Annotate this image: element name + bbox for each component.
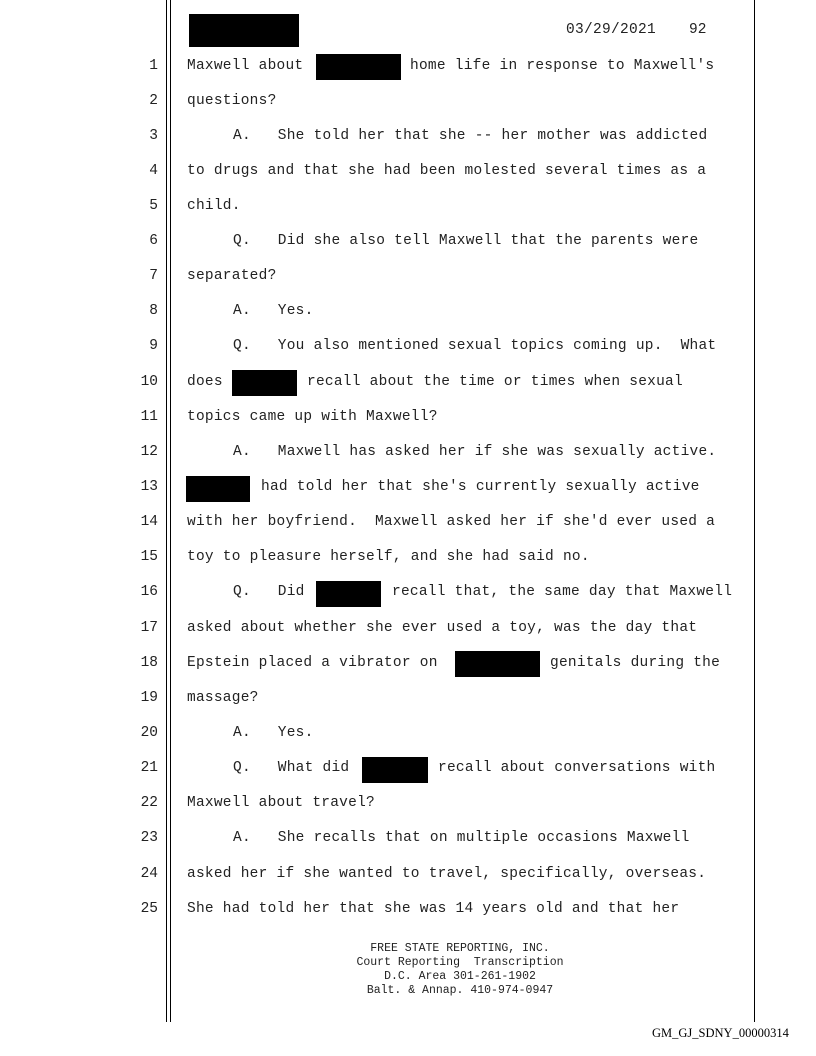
transcript-text: does [187,374,223,390]
footer-service: Court Reporting Transcription [356,956,564,969]
transcript-text: topics came up with Maxwell? [187,409,438,425]
redaction-box [316,54,401,80]
transcript-text: child. [187,198,241,214]
transcript-text: Q. What did [233,760,350,776]
line-number: 14 [140,514,158,530]
reporter-footer [300,942,620,998]
line-number: 8 [149,303,158,319]
header-page-number: 92 [689,22,707,38]
footer-company: FREE STATE REPORTING, INC. [370,942,550,955]
transcript-text: to drugs and that she had been molested several times as a [187,163,707,179]
transcript-text: She had told her that she was 14 years old and that her [187,901,680,917]
line-number: 3 [149,128,158,144]
transcript-text: asked about whether she ever used a toy, was the day that [187,620,698,636]
line-number: 24 [140,866,158,882]
line-number: 5 [149,198,158,214]
footer-balt-phone: Balt. & Annap. 410-974-0947 [366,984,554,997]
header-redaction [189,14,299,47]
header-date: 03/29/2021 [566,22,657,38]
transcript-text: Maxwell about [187,58,304,74]
left-margin-rule-inner [170,0,171,1022]
line-number: 19 [140,690,158,706]
transcript-text: with her boyfriend. Maxwell asked her if she'd ever used a [187,514,716,530]
transcript-text: Epstein placed a vibrator on [187,655,438,671]
transcript-text: toy to pleasure herself, and she had said no. [187,549,590,565]
transcript-text: had told her that she's currently sexually active [261,479,700,495]
right-margin-rule [754,0,755,1022]
line-number: 18 [140,655,158,671]
transcript-text: A. Yes. [233,725,314,741]
line-number: 21 [140,760,158,776]
line-number: 7 [149,268,158,284]
footer-dc-phone: D.C. Area 301-261-1902 [384,970,536,983]
line-number: 9 [149,338,158,354]
transcript-text: Q. Did she also tell Maxwell that the parents were [233,233,699,249]
transcript-text: asked her if she wanted to travel, specifically, overseas. [187,866,707,882]
line-number: 13 [140,479,158,495]
transcript-text: separated? [187,268,277,284]
redaction-box [455,651,540,677]
line-number: 16 [140,584,158,600]
transcript-text: questions? [187,93,277,109]
line-number: 2 [149,93,158,109]
transcript-text: recall that, the same day that Maxwell [392,584,733,600]
transcript-text: massage? [187,690,259,706]
line-number: 6 [149,233,158,249]
line-number: 22 [140,795,158,811]
transcript-text: A. Maxwell has asked her if she was sexually active. [233,444,717,460]
line-number: 1 [149,58,158,74]
transcript-text: recall about conversations with [438,760,716,776]
line-number: 10 [140,374,158,390]
line-number: 25 [140,901,158,917]
line-number: 15 [140,549,158,565]
transcript-text: recall about the time or times when sexual [307,374,683,390]
transcript-text: Maxwell about travel? [187,795,375,811]
redaction-box [186,476,250,502]
bates-number: GM_GJ_SDNY_00000314 [652,1026,789,1040]
transcript-text: Q. You also mentioned sexual topics coming up. What [233,338,717,354]
line-number: 12 [140,444,158,460]
line-number: 23 [140,830,158,846]
left-margin-rule [166,0,167,1022]
transcript-text: A. She told her that she -- her mother was addicted [233,128,708,144]
line-number: 4 [149,163,158,179]
transcript-text: A. Yes. [233,303,314,319]
redaction-box [362,757,428,783]
transcript-text: genitals during the [550,655,721,671]
line-number: 20 [140,725,158,741]
redaction-box [316,581,381,607]
transcript-text: home life in response to Maxwell's [410,58,715,74]
line-number: 17 [140,620,158,636]
transcript-text: A. She recalls that on multiple occasions Maxwell [233,830,690,846]
transcript-text: Q. Did [233,584,305,600]
line-number: 11 [140,409,158,425]
redaction-box [232,370,297,396]
